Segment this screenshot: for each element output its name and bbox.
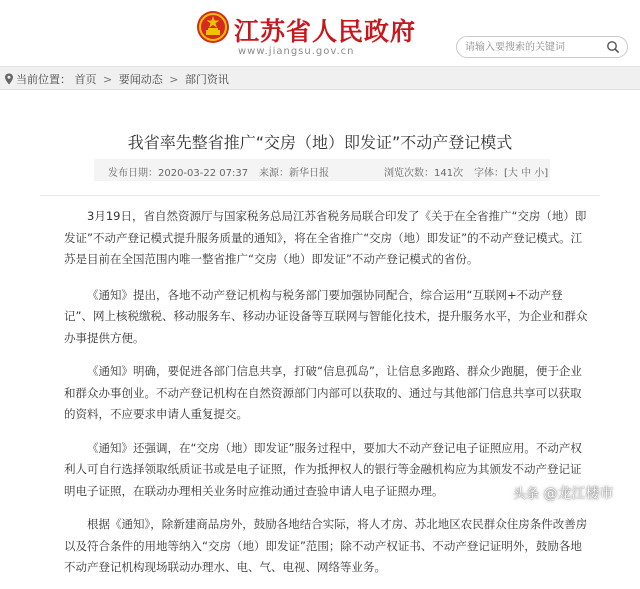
breadcrumb-prefix: 当前位置： — [16, 73, 71, 86]
watermark — [513, 483, 613, 503]
breadcrumb-bar — [0, 66, 640, 90]
article-paragraph: 《通知》提出，各地不动产登记机构与税务部门要加强协同配合，综合运用“互联网+不动产登记”、网上核税缴税、移动服务车、移动办证设备等互联网与智能化技术，提升服务水平，为企业和群众办事提供方便。 — [64, 287, 588, 345]
site-header — [0, 0, 640, 66]
search-input[interactable] — [465, 39, 593, 55]
site-name[interactable]: 江苏省人民政府 — [234, 17, 417, 46]
breadcrumb-separator: > — [169, 73, 179, 86]
breadcrumb — [16, 71, 229, 87]
article-title: 我省率先整省推广“交房（地）即发证”不动产登记模式 — [127, 133, 513, 152]
font-size-control — [474, 164, 548, 179]
search-icon — [606, 40, 620, 54]
site-url: www.jiangsu.gov.cn — [238, 46, 355, 57]
font-size-medium[interactable]: 中 — [521, 168, 532, 179]
article-source: 来源：新华日报 — [259, 168, 329, 179]
article-body — [64, 206, 588, 589]
font-size-large[interactable]: 大 — [507, 168, 518, 179]
article-paragraph: 《通知》还强调，在“交房（地）即发证”服务过程中，要加大不动产登记电子证照应用。不动产权利人可自行选择领取纸质证书或是电子证照，作为抵押权人的银行等金融机构应为其颁发不动产登记证明电子证照，在联动办理相关业务时应推动通过查验申请人电子证照办理。 — [64, 440, 582, 498]
breadcrumb-item-department[interactable]: 部门资讯 — [184, 73, 229, 86]
watermark-account: @龙江楼市 — [543, 486, 614, 502]
search-button[interactable] — [605, 40, 621, 54]
publish-date: 发布日期：2020-03-22 07:37 — [108, 168, 249, 179]
article-paragraph: 3月19日，省自然资源厅与国家税务总局江苏省税务局联合印发了《关于在全省推广“交房（地）即发证”不动产登记模式提升服务质量的通知》，将在全省推广“交房（地）即发证”的不动产登记模式。江苏是目前在全国范围内唯一整省推广“交房（地）即发证”不动产登记模式的省份。 — [64, 209, 587, 266]
breadcrumb-separator: > — [103, 73, 113, 86]
font-size-small[interactable]: 小 — [534, 168, 545, 179]
font-size-label: 字体：[ — [474, 168, 508, 179]
article-paragraph: 《通知》明确，要促进各部门信息共享，打破“信息孤岛”，让信息多跑路、群众少跑腿，便于企业和群众办事创业。不动产登记机构在自然资源部门内部可以获取的、通过与其他部门信息共享可以获取的资料，不应要求申请人重复提交。 — [64, 364, 582, 421]
national-emblem-icon[interactable] — [196, 10, 230, 44]
divider — [40, 195, 600, 196]
view-count: 浏览次数：141次 — [384, 168, 464, 179]
font-size-suffix: ] — [544, 168, 549, 179]
location-icon — [4, 73, 14, 85]
article-meta — [94, 159, 550, 181]
article-paragraph: 根据《通知》，除新建商品房外，鼓励各地结合实际，将人才房、苏北地区农民群众住房条件改善房以及符合条件的用地等纳入“交房（地）即发证”范围；除不动产权证书、不动产登记证明外，鼓励各地不动产登记机构现场联动办理水、电、气、电视、网络等业务。 — [64, 517, 588, 574]
breadcrumb-item-news[interactable]: 要闻动态 — [118, 73, 163, 86]
search-box — [456, 36, 628, 58]
breadcrumb-item-home[interactable]: 首页 — [74, 73, 97, 86]
watermark-platform: 头条 — [513, 487, 540, 502]
